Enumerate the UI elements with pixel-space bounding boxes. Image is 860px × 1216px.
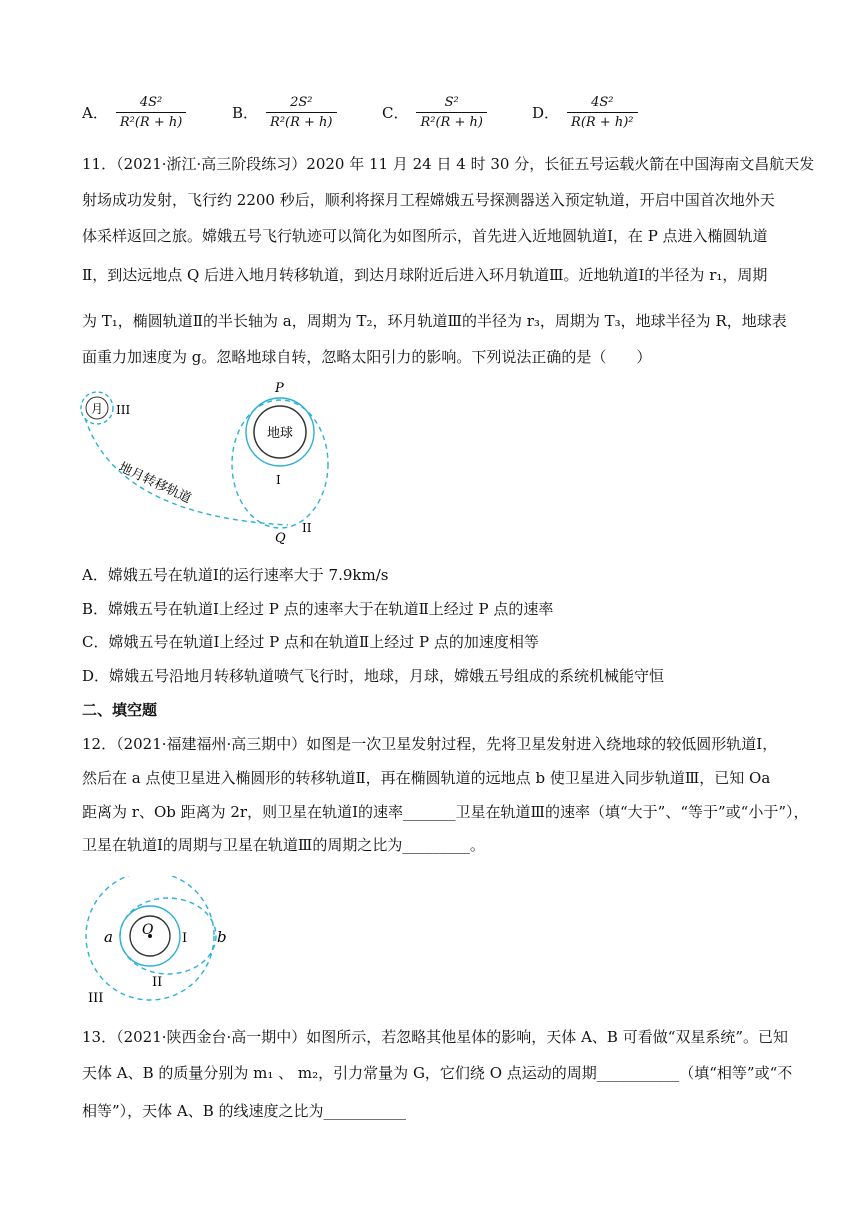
q11-line-2: 射场成功发射，飞行约 2200 秒后，顺利将探月工程嫦娥五号探测器送入预定轨道，开启中国首次地外天 <box>82 191 775 209</box>
q11-option-c: C．嫦娥五号在轨道Ⅰ上经过 P 点和在轨道Ⅱ上经过 P 点的加速度相等 <box>82 633 539 651</box>
point-b-label: b <box>217 928 227 946</box>
orbit-i-label: I <box>182 931 188 946</box>
q11-option-d: D．嫦娥五号沿地月转移轨道喷气飞行时，地球，月球，嫦娥五号组成的系统机械能守恒 <box>82 667 665 685</box>
q12-line-3: 距离为 r、Ob 距离为 2r，则卫星在轨道Ⅰ的速率_______卫星在轨道Ⅲ的速率（填“大于”、“等于”或“小于”）， <box>82 803 809 821</box>
orbit-ii-label: II <box>152 975 163 990</box>
q12-line-4: 卫星在轨道Ⅰ的周期与卫星在轨道Ⅲ的周期之比为_________。 <box>82 836 485 854</box>
transfer-orbit <box>85 418 288 525</box>
earth-label: 地球 <box>266 426 294 441</box>
point-q-label: Q <box>275 531 286 546</box>
q13-line-3: 相等”），天体 A、B 的线速度之比为___________ <box>82 1102 407 1120</box>
q11-option-a: A．嫦娥五号在轨道Ⅰ的运行速率大于 7.9km/s <box>82 566 389 584</box>
option-b: B． $\frac{\text{2S²}}{\text{R²(R + h)}}$ <box>232 95 337 130</box>
q11-line-6: 面重力加速度为 g。忽略地球自转，忽略太阳引力的影响。下列说法正确的是（ ） <box>82 348 652 366</box>
option-b-formula: $\frac{\text{2S²}}{\text{R²(R + h)}}$ <box>266 95 336 130</box>
q13-line-2: 天体 A、B 的质量分别为 m₁ 、 m₂，引力常量为 G，它们绕 O 点运动的周期___________（填“相等”或“不 <box>82 1064 793 1082</box>
section-heading: 二、填空题 <box>82 701 158 719</box>
option-c: C． $\frac{\text{S²}}{\text{R²(R + h)}}$ <box>382 95 487 130</box>
ellipse-orbit-ii <box>232 400 328 528</box>
q11-line-4: Ⅱ，到达远地点 Q 后进入地月转移轨道，到达月球附近后进入环月轨道Ⅲ。近地轨道Ⅰ的半径为 r₁，周期 <box>82 266 768 284</box>
q11-option-b: B．嫦娥五号在轨道Ⅰ上经过 P 点的速率大于在轨道Ⅱ上经过 P 点的速率 <box>82 600 554 618</box>
orbit-ii-label: II <box>302 521 312 535</box>
moon-label: 月 <box>90 402 104 416</box>
q13-line-1: 13．（2021·陕西金台·高一期中）如图所示，若忽略其他星体的影响，天体 A、B 可看做“双星系统”。已知 <box>82 1028 789 1046</box>
point-p-label: P <box>275 381 284 396</box>
option-d-formula: $\frac{\text{4S²}}{\text{R(R + h)²}}$ <box>567 95 637 130</box>
orbit-i-label: I <box>276 473 281 487</box>
q11-line-5: 为 T₁，椭圆轨道Ⅱ的半长轴为 a，周期为 T₂，环月轨道Ⅲ的半径为 r₃，周期为 T₃，地球半径为 R，地球表 <box>82 312 787 330</box>
point-a-label: a <box>104 928 113 946</box>
transfer-orbit-label: 地月转移轨道 <box>116 460 194 507</box>
q12-line-1: 12．（2021·福建福州·高三期中）如图是一次卫星发射过程，先将卫星发射进入绕地球的较低圆形轨道Ⅰ， <box>82 735 778 753</box>
o-label: O <box>142 922 154 938</box>
option-c-formula: $\frac{\text{S²}}{\text{R²(R + h)}}$ <box>416 95 486 130</box>
q11-line-3: 体采样返回之旅。嫦娥五号飞行轨迹可以简化为如图所示，首先进入近地圆轨道Ⅰ，在 P 点进入椭圆轨道 <box>82 227 768 245</box>
q11-line-1: 11．（2021·浙江·高三阶段练习）2020 年 11 月 24 日 4 时 30 分，长征五号运载火箭在中国海南文昌航天发 <box>82 155 815 173</box>
q11-orbit-diagram <box>78 370 358 550</box>
orbit-iii-label: III <box>88 991 104 1006</box>
q12-line-2: 然后在 a 点使卫星进入椭圆形的转移轨道Ⅱ，再在椭圆轨道的远地点 b 使卫星进入同步轨道Ⅲ，已知 Oa <box>82 769 771 787</box>
option-a: A． $\frac{\text{4S²}}{\text{R²(R + h)}}$ <box>82 95 186 130</box>
option-a-formula: $\frac{\text{4S²}}{\text{R²(R + h)}}$ <box>116 95 186 130</box>
option-d: D． $\frac{\text{4S²}}{\text{R(R + h)²}}$ <box>532 95 638 130</box>
orbit-iii-label: III <box>116 403 131 417</box>
q12-orbit-diagram <box>82 876 262 1006</box>
orbit-ii <box>120 898 216 974</box>
